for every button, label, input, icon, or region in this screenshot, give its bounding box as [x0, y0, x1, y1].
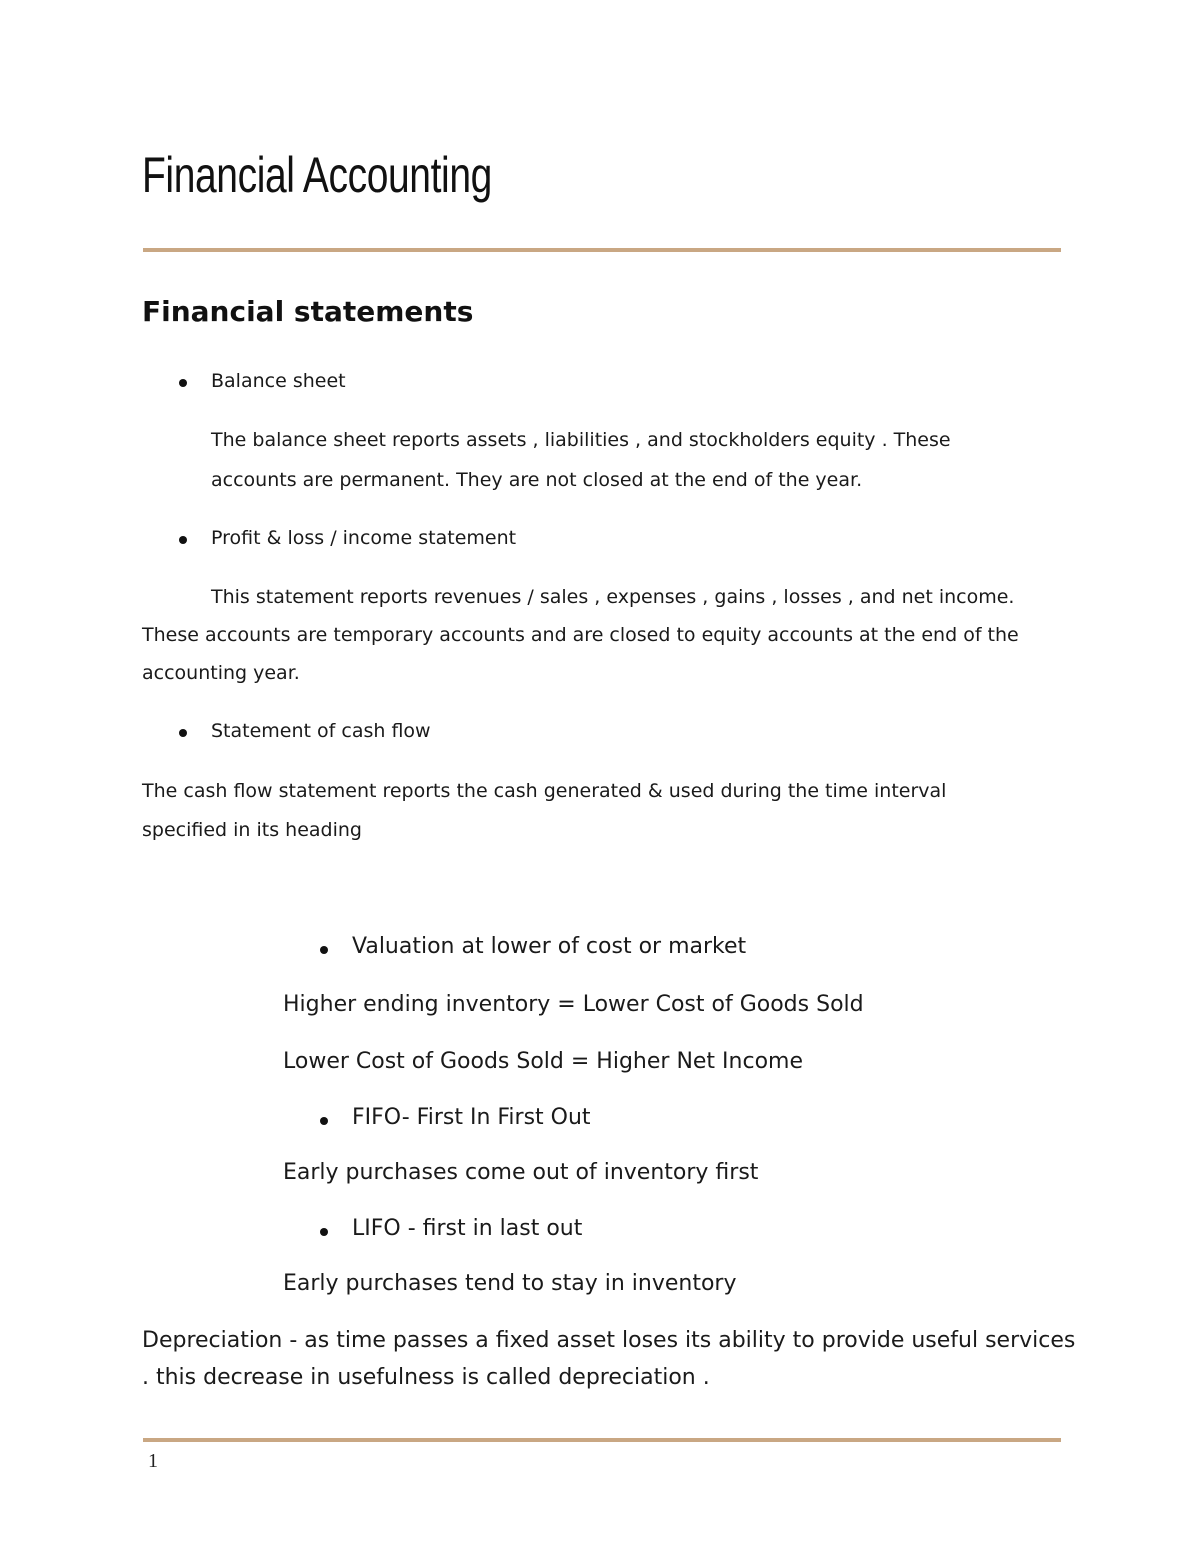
valuation-text: Higher ending inventory = Lower Cost of Goods Sold [283, 992, 864, 1017]
valuation-label: Valuation at lower of cost or market [352, 934, 747, 959]
footer-divider [143, 1438, 1061, 1442]
section-heading: Financial statements [142, 295, 474, 328]
balance-sheet-text: The balance sheet reports assets , liabilities , and stockholders equity . These [211, 429, 951, 451]
bullet-icon [320, 1117, 328, 1125]
cash-flow-label: Statement of cash flow [211, 720, 431, 742]
income-statement-text: accounting year. [142, 662, 300, 684]
cash-flow-text: The cash flow statement reports the cash generated & used during the time interval [142, 780, 947, 802]
fifo-label: FIFO- First In First Out [352, 1105, 591, 1130]
bullet-icon [179, 379, 187, 387]
balance-sheet-text: accounts are permanent. They are not closed at the end of the year. [211, 469, 863, 491]
bullet-icon [179, 536, 187, 544]
depreciation-text: Depreciation - as time passes a fixed asset loses its ability to provide useful services [142, 1328, 1076, 1353]
page-number: 1 [148, 1450, 158, 1472]
cash-flow-text: specified in its heading [142, 819, 362, 841]
valuation-text: Lower Cost of Goods Sold = Higher Net Income [283, 1049, 804, 1074]
lifo-label: LIFO - first in last out [352, 1216, 583, 1241]
document-title: Financial Accounting [142, 147, 492, 203]
income-statement-text: This statement reports revenues / sales , expenses , gains , losses , and net income. [211, 586, 1015, 608]
fifo-text: Early purchases come out of inventory first [283, 1160, 759, 1185]
bullet-icon [179, 729, 187, 737]
lifo-text: Early purchases tend to stay in inventory [283, 1271, 737, 1296]
title-divider [143, 248, 1061, 252]
income-statement-label: Profit & loss / income statement [211, 527, 517, 549]
balance-sheet-label: Balance sheet [211, 370, 346, 392]
income-statement-text: These accounts are temporary accounts and are closed to equity accounts at the end of the [142, 624, 1019, 646]
bullet-icon [320, 946, 328, 954]
depreciation-text: . this decrease in usefulness is called depreciation . [142, 1365, 710, 1390]
bullet-icon [320, 1228, 328, 1236]
